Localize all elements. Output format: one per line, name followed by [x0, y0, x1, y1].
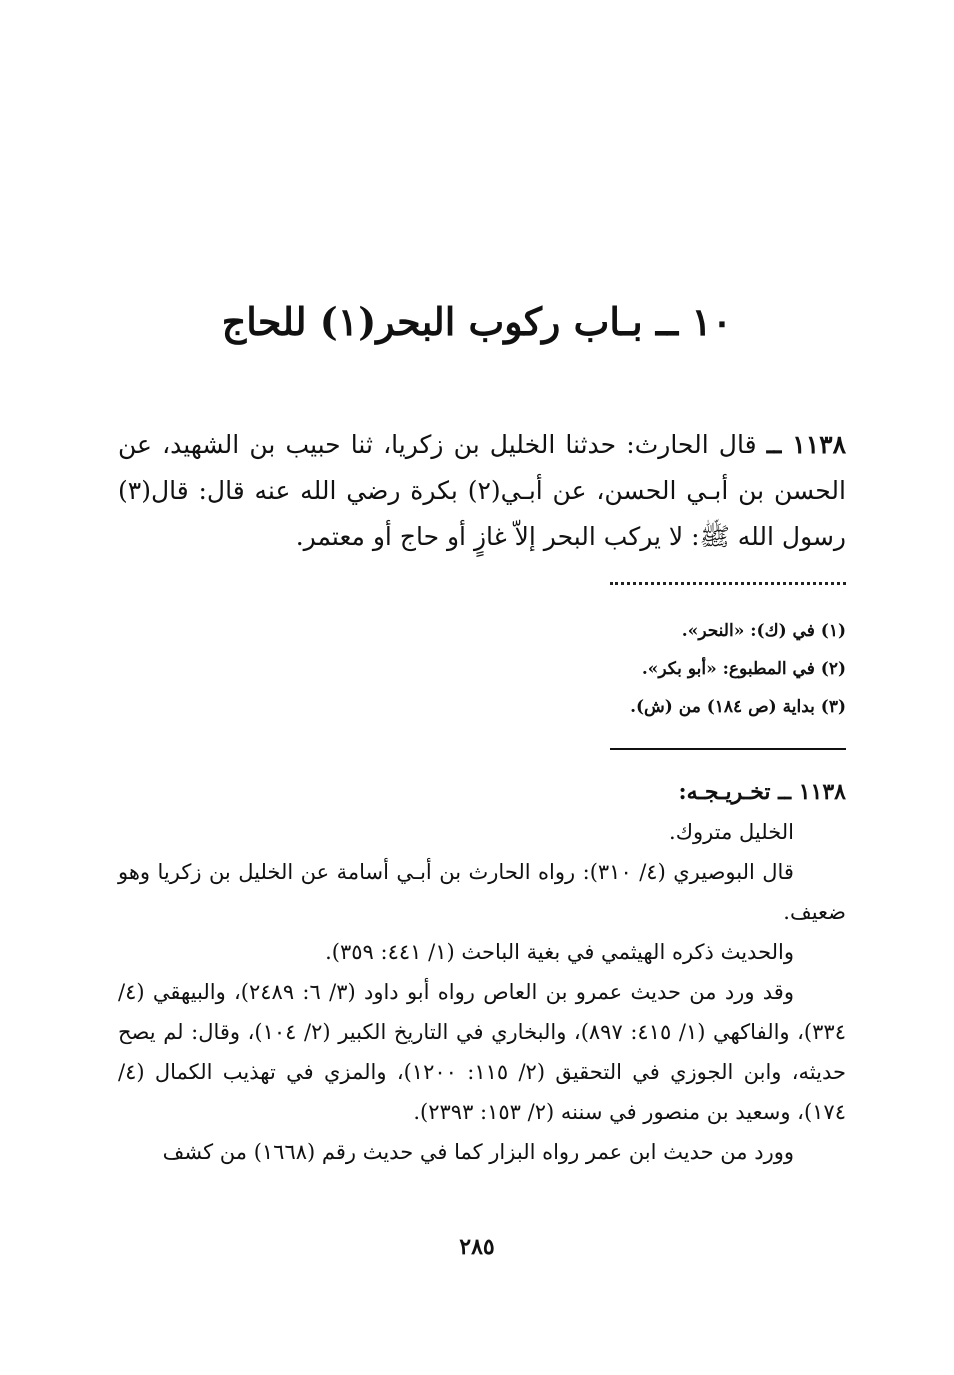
takhrij-heading: ١١٣٨ ــ تخـريـجـه:: [678, 779, 846, 805]
hadith-number: ١١٣٨ ــ: [766, 430, 846, 459]
takhrij-paragraph-5: وورد من حديث ابن عمر رواه البزار كما في حديث رقم (١٦٦٨) من كشف: [162, 1140, 794, 1164]
page-number: ٢٨٥: [459, 1234, 495, 1260]
hadith-body: قال الحارث: حدثنا الخليل بن زكريا، ثنا حبيب بن الشهيد، عن الحسن بن أبـي الحسن، عن أبـي(٢) بكرة رضي الله عنه قال: قال(٣) رسول الله ﷺ: لا يركب البحر إلاّ غازٍ أو حاج أو معتمر.: [118, 430, 846, 551]
takhrij-paragraph-2: قال البوصيري (٤/ ٣١٠): رواه الحارث بن أبـي أسامة عن الخليل بن زكريا وهو ضعيف.: [118, 860, 846, 924]
section-divider-line: [610, 748, 846, 750]
takhrij-section: [118, 772, 846, 1172]
takhrij-paragraph-4: وقد ورد من حديث عمرو بن العاص رواه أبو داود (٣/ ٦: ٢٤٨٩)، والبيهقي (٤/ ٣٣٤)، والفاكهي (١/ ٤١٥: ٨٩٧)، والبخاري في التاريخ الكبير (٢/ ١٠٤)، وقال: لم يصح حديثه، وابن الجوزي في التحقيق (٢/ ١١٥: ١٢٠٠)، والمزي في تهذيب الكمال (٤/ ١٧٤)، وسعيد بن منصور في سننه (٢/ ١٥٣: ٢٣٩٣).: [118, 980, 846, 1124]
hadith-text-block: [118, 422, 846, 560]
footnote-2: (٢) في المطبوع: «أبو بكر».: [641, 659, 846, 679]
takhrij-paragraph-1: الخليل متروك.: [669, 820, 794, 844]
footnote-separator-dotted: [610, 582, 846, 585]
footnote-3: (٣) بداية (ص ١٨٤) من (ش).: [630, 697, 846, 717]
footnotes: [118, 612, 846, 726]
footnote-1: (١) في (ك): «النحر».: [681, 621, 846, 641]
chapter-title: ١٠ ــ بـاب ركوب البحر(١) للحاج: [221, 299, 733, 344]
takhrij-paragraph-3: والحديث ذكره الهيثمي في بغية الباحث (١/ ٤٤١: ٣٥٩).: [325, 940, 794, 964]
